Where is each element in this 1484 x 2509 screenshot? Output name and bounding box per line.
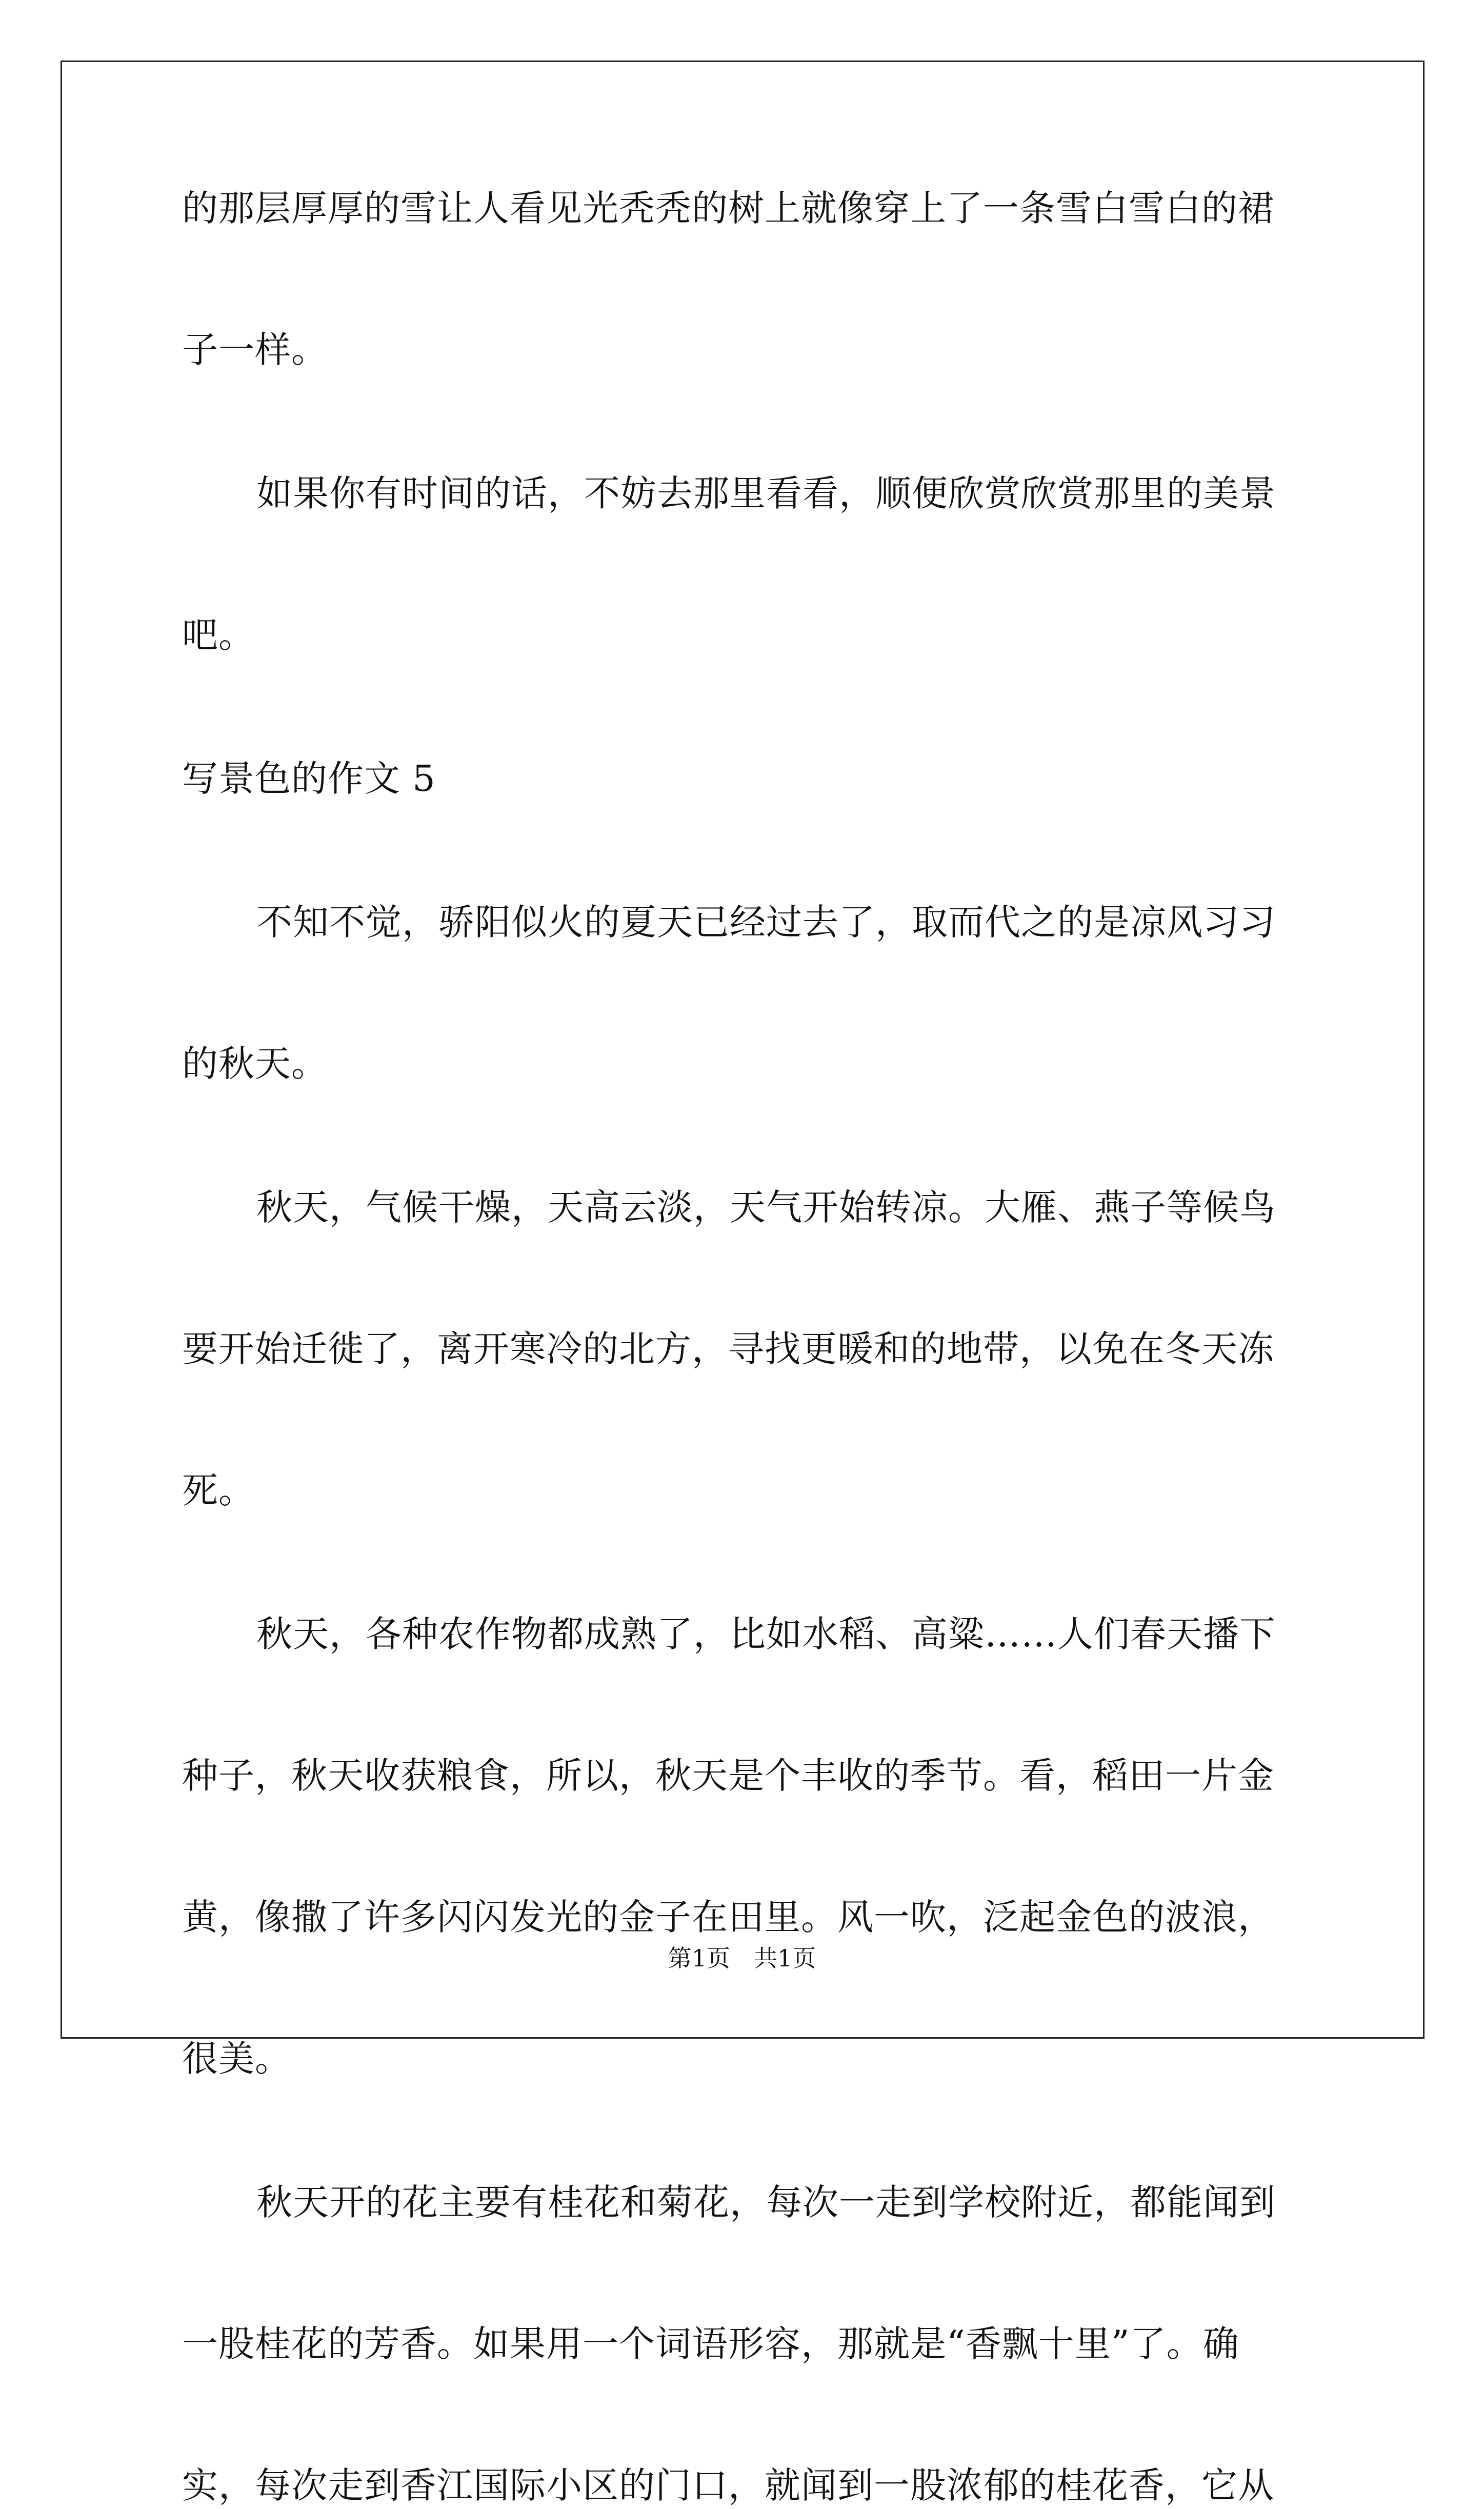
paragraph-start: 秋天，气候干燥，天高云淡，天气开始转凉。大雁、燕子等候鸟 — [256, 1186, 1276, 1228]
paragraph-start: 秋天开的花主要有桂花和菊花，每次一走到学校附近，都能闻到 — [256, 2181, 1276, 2223]
text-line: 实，每次走到香江国际小区的门口，就闻到一股浓郁的桂花香，它从 — [182, 2464, 1274, 2506]
text-line: 要开始迁徙了，离开寒冷的北方，寻找更暖和的地带，以免在冬天冻 — [182, 1328, 1274, 1370]
text-line: 种子，秋天收获粮食，所以，秋天是个丰收的季节。看，稻田一片金 — [182, 1755, 1274, 1797]
page-number: 第1页 共1页 — [668, 1944, 816, 1972]
text-line: 黄，像撒了许多闪闪发光的金子在田里。风一吹，泛起金色的波浪， — [182, 1896, 1274, 1938]
text-line: 吧。 — [182, 614, 255, 656]
document-body — [182, 185, 1305, 2509]
text-line: 一股桂花的芳香。如果用一个词语形容，那就是“香飘十里”了。确 — [182, 2323, 1239, 2365]
text-line: 子一样。 — [182, 329, 328, 371]
text-line: 很美。 — [182, 2038, 291, 2080]
text-line: 的秋天。 — [182, 1043, 328, 1085]
paragraph-start: 如果你有时间的话，不妨去那里看看，顺便欣赏欣赏那里的美景 — [256, 472, 1276, 514]
paragraph-start: 不知不觉，骄阳似火的夏天已经过去了，取而代之的是凉风习习 — [256, 901, 1276, 943]
section-heading: 写景色的作文 5 — [182, 758, 436, 800]
text-line: 死。 — [182, 1469, 255, 1511]
text-line: 的那层厚厚的雪让人看见光秃秃的树上就像穿上了一条雪白雪白的裙 — [182, 187, 1274, 229]
paragraph-start: 秋天，各种农作物都成熟了，比如水稻、高粱……人们春天播下 — [256, 1613, 1276, 1655]
